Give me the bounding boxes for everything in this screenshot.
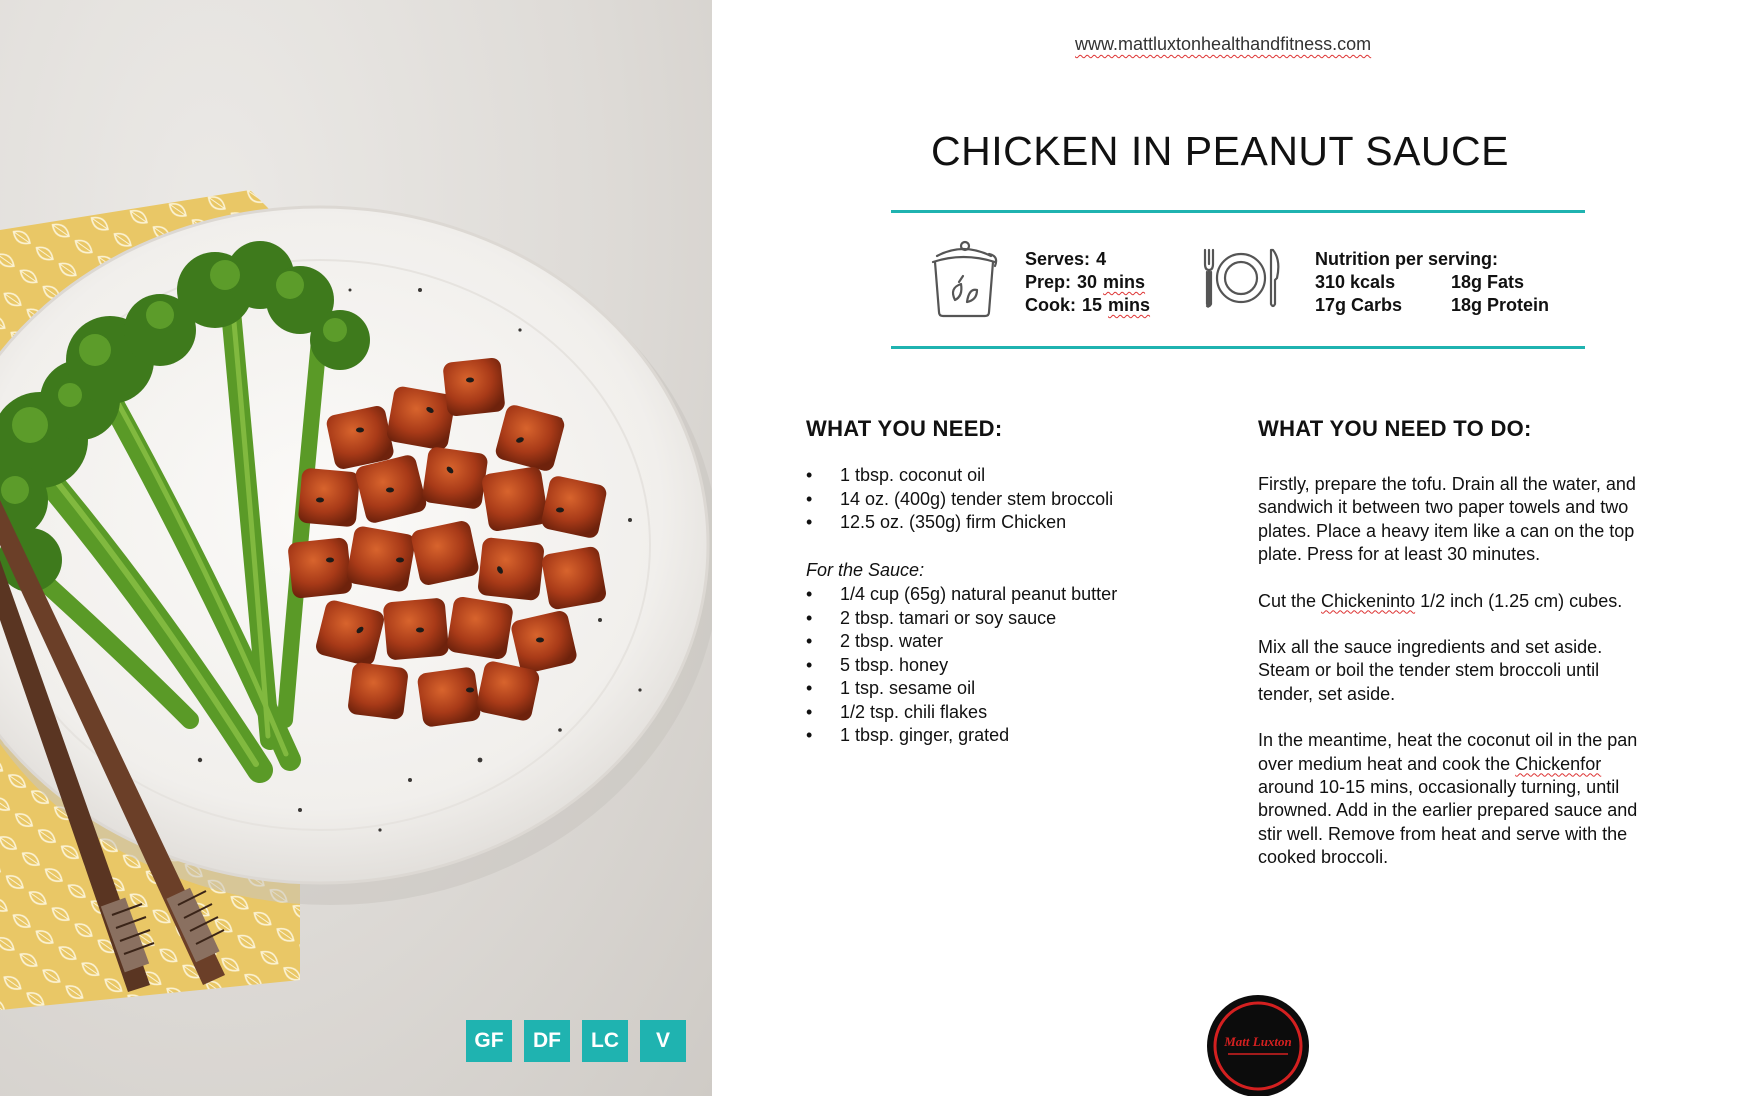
serves-value: 4 bbox=[1096, 249, 1107, 269]
cook-unit: mins bbox=[1108, 295, 1151, 315]
badge-low-carb: LC bbox=[582, 1020, 628, 1062]
nutrition-info bbox=[1315, 248, 1549, 317]
list-item: • 1 tbsp. ginger, grated bbox=[806, 725, 1010, 745]
prep-value: 30 bbox=[1077, 272, 1098, 292]
badge-vegetarian: V bbox=[640, 1020, 686, 1062]
list-item: • 1/4 cup (65g) natural peanut butter bbox=[806, 584, 1118, 604]
food-photo bbox=[0, 0, 712, 1096]
nutrition-fats: 18g Fats bbox=[1451, 272, 1525, 292]
badge-gluten-free: GF bbox=[466, 1020, 512, 1062]
ingredients-heading: WHAT YOU NEED: bbox=[806, 416, 1003, 441]
serves-row: Serves: 4 bbox=[1025, 249, 1107, 269]
prep-row: Prep: 30 mins bbox=[1025, 272, 1146, 292]
prep-unit: mins bbox=[1103, 272, 1146, 292]
nutrition-carbs: 17g Carbs bbox=[1315, 295, 1403, 315]
divider-top bbox=[891, 210, 1585, 213]
time-servings bbox=[1025, 248, 1150, 317]
list-item: • 1 tsp. sesame oil bbox=[806, 678, 976, 698]
list-item: • 5 tbsp. honey bbox=[806, 654, 949, 675]
diet-badges bbox=[466, 1020, 686, 1062]
cook-row: Cook: 15 mins bbox=[1025, 295, 1151, 315]
method-heading: WHAT YOU NEED TO DO: bbox=[1258, 416, 1532, 441]
recipe-info-bar bbox=[891, 236, 1585, 336]
divider-bottom bbox=[891, 346, 1585, 349]
list-item: • 1/2 tsp. chili flakes bbox=[806, 701, 988, 722]
sauce-ingredients-list bbox=[806, 583, 1117, 748]
ingredients-list bbox=[806, 464, 1113, 535]
recipe-title: CHICKEN IN PEANUT SAUCE bbox=[930, 128, 1509, 174]
method-step-1: Firstly, prepare the tofu. Drain all the water, and sandwich it between two paper towels and two plates. Place a heavy item like a can on the top plate. Press for at least 30 minutes. bbox=[1258, 474, 1636, 565]
method-step-2: Cut the Chickeninto 1/2 inch (1.25 cm) cubes. bbox=[1258, 590, 1623, 611]
list-item: • 2 tbsp. water bbox=[806, 631, 944, 651]
plate-cutlery-icon bbox=[1199, 246, 1283, 315]
method-step-4: In the meantime, heat the coconut oil in the pan over medium heat and cook the Chickenfor around 10-15 mins, occasionally turning, until browned. Add in the earlier prepared sauce and stir well. Remove from heat and serve with the cooked broccoli. bbox=[1258, 730, 1638, 868]
list-item: • 2 tbsp. tamari or soy sauce bbox=[806, 607, 1057, 628]
badge-dairy-free: DF bbox=[524, 1020, 570, 1062]
list-item: • 14 oz. (400g) tender stem broccoli bbox=[806, 488, 1114, 509]
sauce-subheading: For the Sauce: bbox=[806, 560, 925, 580]
cooking-pot-icon bbox=[929, 238, 1001, 325]
brand-logo bbox=[1206, 994, 1310, 1096]
nutrition-protein: 18g Protein bbox=[1451, 295, 1550, 315]
cook-value: 15 bbox=[1082, 295, 1103, 315]
food-illustration bbox=[0, 0, 712, 1096]
website-url[interactable]: www.mattluxtonhealthandfitness.com bbox=[1075, 34, 1372, 54]
method-step-3: Mix all the sauce ingredients and set aside. Steam or boil the tender stem broccoli until tender, set aside. bbox=[1258, 637, 1603, 704]
nutrition-heading: Nutrition per serving: bbox=[1315, 249, 1499, 269]
list-item: • 1 tbsp. coconut oil bbox=[806, 465, 986, 485]
method-steps bbox=[1258, 473, 1650, 893]
logo-text: Matt Luxton bbox=[1224, 1034, 1292, 1049]
nutrition-kcals: 310 kcals bbox=[1315, 272, 1396, 292]
list-item: • 12.5 oz. (350g) firm Chicken bbox=[806, 512, 1067, 532]
